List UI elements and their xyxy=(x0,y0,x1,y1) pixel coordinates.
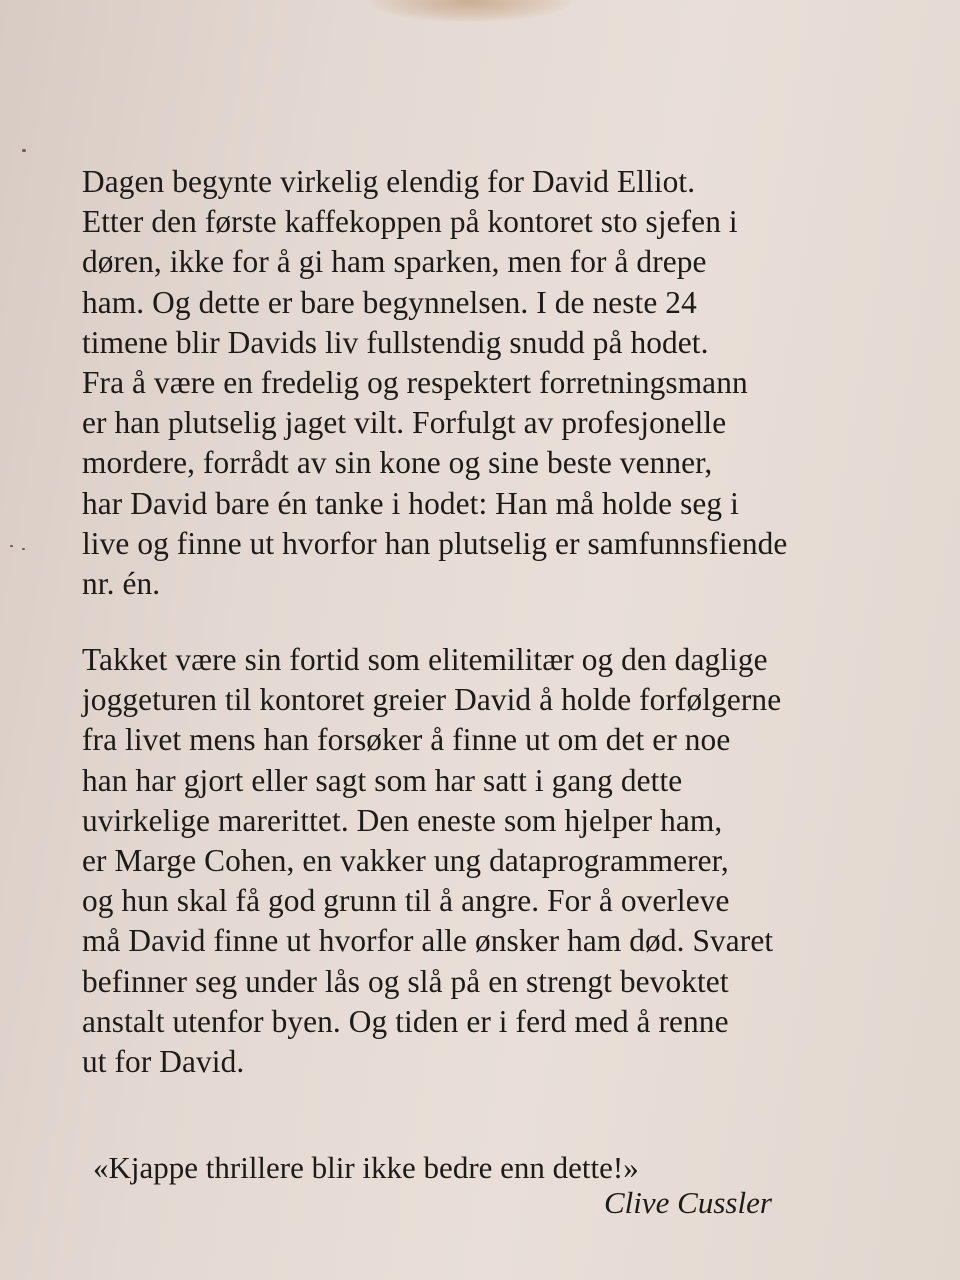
speck xyxy=(22,149,26,152)
coffee-stain xyxy=(370,0,570,22)
text-line: Etter den første kaffekoppen på kontoret sto sjefen i xyxy=(82,204,738,240)
review-quote: «Kjappe thrillere blir ikke bedre enn dette!» xyxy=(93,1150,639,1185)
text-line: han har gjort eller sagt som har satt i gang dette xyxy=(82,762,683,798)
quote-author: Clive Cussler xyxy=(604,1185,772,1220)
text-line: er han plutselig jaget vilt. Forfulgt av profesjonelle xyxy=(82,405,727,441)
synopsis-paragraph-2 xyxy=(82,640,952,1082)
text-line: må David finne ut hvorfor alle ønsker ham død. Svaret xyxy=(82,923,774,959)
text-line: Takket være sin fortid som elitemilitær og den daglige xyxy=(82,642,768,677)
text-line: nr. én. xyxy=(82,566,161,602)
speck xyxy=(10,545,13,547)
text-line: timene blir Davids liv fullstendig snudd på hodet. xyxy=(82,324,709,360)
text-line: ham. Og dette er bare begynnelsen. I de neste 24 xyxy=(82,284,697,320)
text-line: Fra å være en fredelig og respektert forretningsmann xyxy=(82,365,748,401)
synopsis-paragraph-1 xyxy=(82,162,952,604)
text-line: er Marge Cohen, en vakker ung dataprogrammerer, xyxy=(82,843,729,879)
text-line: befinner seg under lås og slå på en strengt bevoktet xyxy=(82,963,729,999)
text-line: joggeturen til kontoret greier David å holde forfølgerne xyxy=(82,682,782,718)
text-line: fra livet mens han forsøker å finne ut om det er noe xyxy=(82,722,731,758)
text-line: mordere, forrådt av sin kone og sine beste venner, xyxy=(82,445,713,481)
text-line: Dagen begynte virkelig elendig for David Elliot. xyxy=(82,164,696,199)
text-line: uvirkelige marerittet. Den eneste som hjelper ham, xyxy=(82,802,723,838)
text-line: ut for David. xyxy=(82,1044,245,1080)
text-line: døren, ikke for å gi ham sparken, men for å drepe xyxy=(82,244,707,280)
text-line: live og finne ut hvorfor han plutselig er samfunnsfiende xyxy=(82,525,788,561)
text-line: har David bare én tanke i hodet: Han må holde seg i xyxy=(82,485,739,521)
text-line: anstalt utenfor byen. Og tiden er i ferd med å renne xyxy=(82,1003,729,1039)
text-line: og hun skal få god grunn til å angre. For å overleve xyxy=(82,883,730,919)
speck xyxy=(22,548,25,550)
